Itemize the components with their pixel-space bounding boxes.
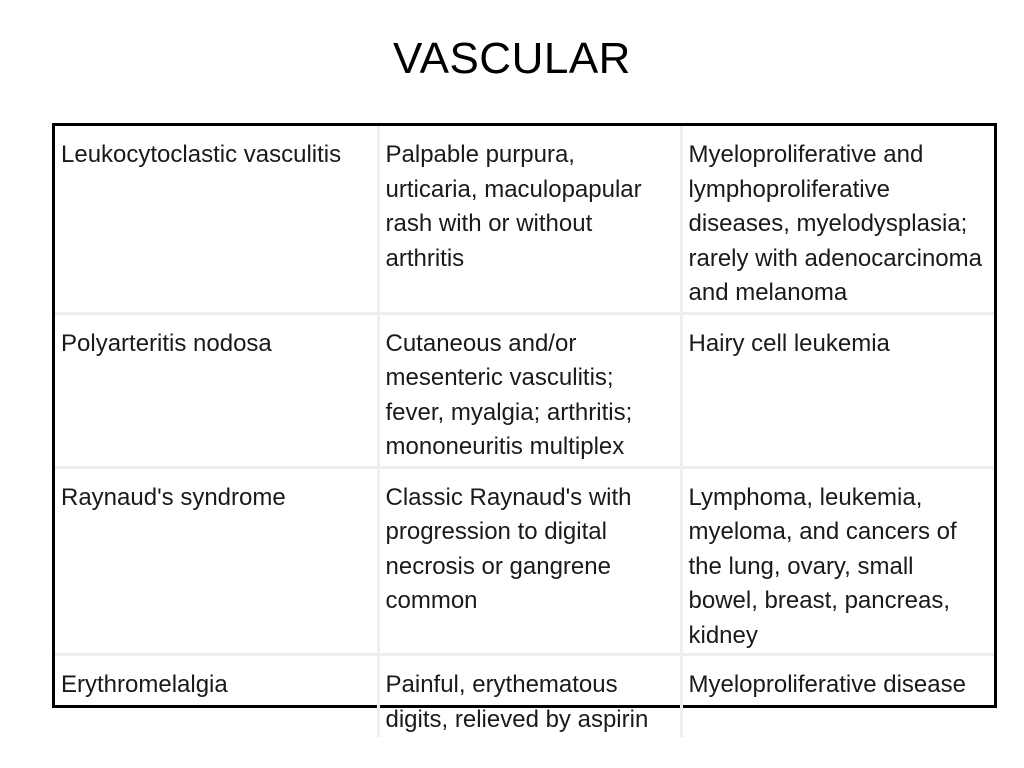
vascular-table (52, 123, 997, 733)
features-cell: Painful, erythematous digits, relieved by aspirin (378, 655, 681, 738)
features-cell: Cutaneous and/or mesenteric vasculitis; fever, myalgia; arthritis; mononeuritis multiplex (378, 313, 681, 467)
condition-cell: Erythromelalgia (55, 655, 378, 738)
associated-cell: Myeloproliferative and lymphoproliferative diseases, myelodysplasia; rarely with adenocarcinoma and melanoma (681, 126, 994, 313)
table-row (55, 655, 994, 738)
table (55, 126, 994, 737)
associated-cell: Hairy cell leukemia (681, 313, 994, 467)
table-row (55, 313, 994, 467)
table-row (55, 126, 994, 313)
associated-cell: Lymphoma, leukemia, myeloma, and cancers of the lung, ovary, small bowel, breast, pancreas, kidney (681, 467, 994, 655)
slide-title: VASCULAR (393, 34, 631, 83)
features-cell: Palpable purpura, urticaria, maculopapular rash with or without arthritis (378, 126, 681, 313)
associated-cell: Myeloproliferative disease (681, 655, 994, 738)
condition-cell: Raynaud's syndrome (55, 467, 378, 655)
features-cell: Classic Raynaud's with progression to digital necrosis or gangrene common (378, 467, 681, 655)
table-row (55, 467, 994, 655)
condition-cell: Polyarteritis nodosa (55, 313, 378, 467)
condition-cell: Leukocytoclastic vasculitis (55, 126, 378, 313)
